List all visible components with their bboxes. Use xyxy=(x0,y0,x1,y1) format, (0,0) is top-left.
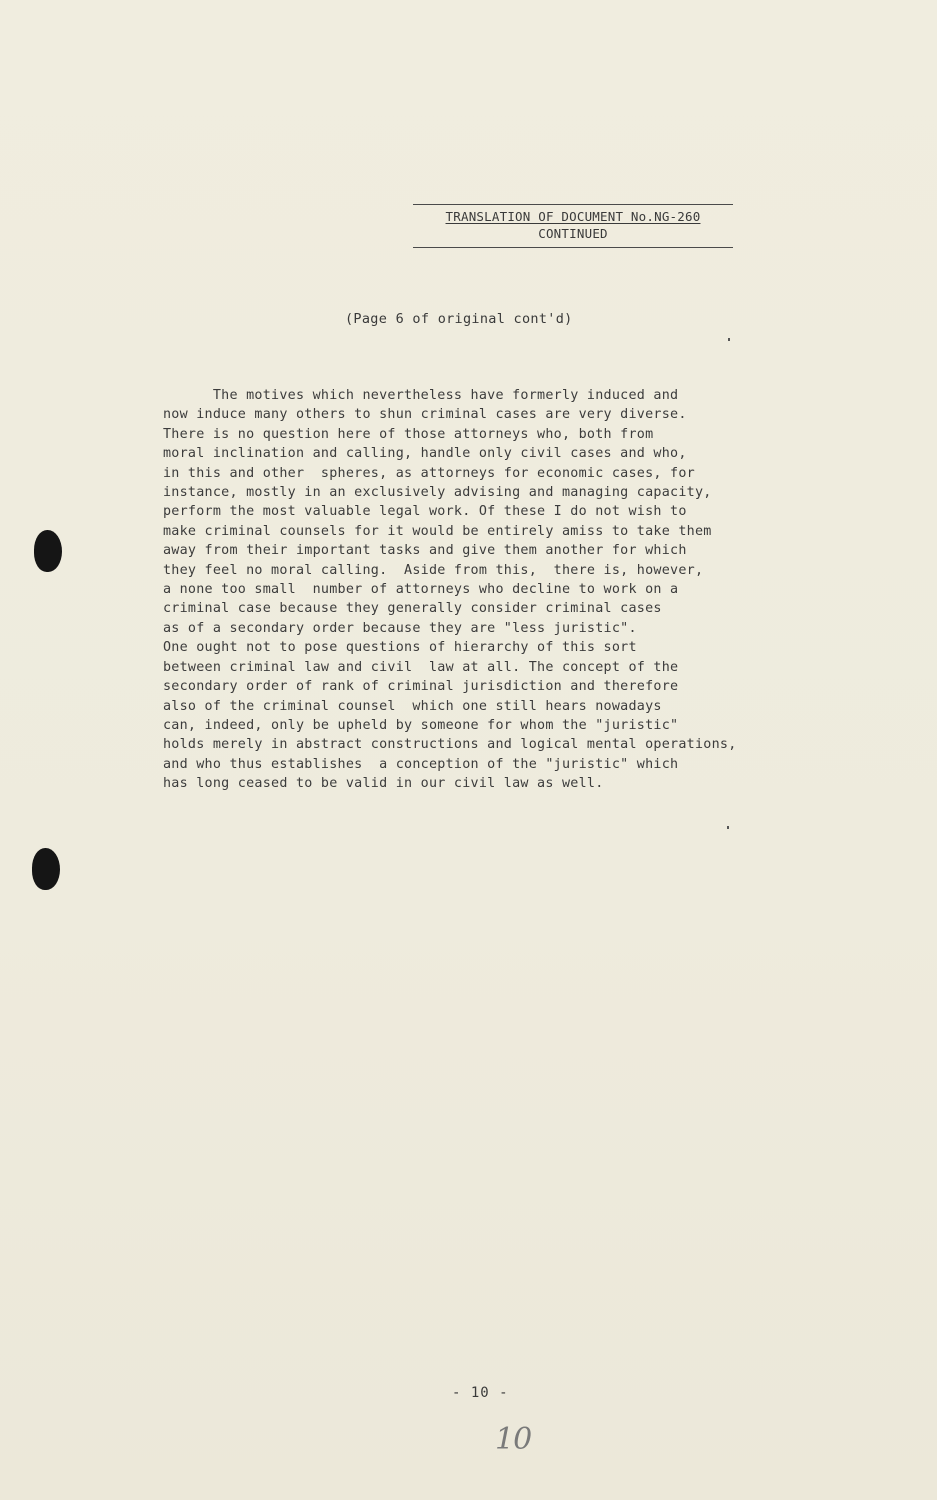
body-line: One ought not to pose questions of hierarchy of this sort xyxy=(163,640,637,656)
body-line: There is no question here of those attorneys who, both from xyxy=(163,426,654,442)
body-line: secondary order of rank of criminal jurisdiction and therefore xyxy=(163,679,679,695)
page-reference: (Page 6 of original cont'd) xyxy=(345,311,573,327)
page-number: - 10 - xyxy=(452,1385,509,1401)
header-top-rule xyxy=(413,204,733,205)
paper-speck xyxy=(728,338,730,341)
punch-hole-bottom xyxy=(32,848,60,890)
body-line: they feel no moral calling. Aside from this, there is, however, xyxy=(163,562,704,578)
punch-hole-top xyxy=(34,530,62,572)
body-line: make criminal counsels for it would be entirely amiss to take them xyxy=(163,523,712,539)
body-line: can, indeed, only be upheld by someone for whom the "juristic" xyxy=(163,717,679,733)
body-paragraph xyxy=(163,386,863,794)
body-line: The motives which nevertheless have formerly induced and xyxy=(163,388,679,403)
document-header xyxy=(413,204,733,248)
body-line: has long ceased to be valid in our civil law as well. xyxy=(163,776,604,792)
body-line: moral inclination and calling, handle only civil cases and who, xyxy=(163,446,687,462)
body-line: a none too small number of attorneys who decline to work on a xyxy=(163,582,679,598)
body-line: as of a secondary order because they are "less juristic". xyxy=(163,620,637,636)
header-title: TRANSLATION OF DOCUMENT No.NG-260 xyxy=(445,209,701,224)
body-line: and who thus establishes a conception of the "juristic" which xyxy=(163,756,679,772)
body-line: away from their important tasks and give them another for which xyxy=(163,543,687,559)
header-subtitle: CONTINUED xyxy=(538,226,608,241)
body-line: holds merely in abstract constructions and logical mental operations, xyxy=(163,737,737,753)
body-line: in this and other spheres, as attorneys for economic cases, for xyxy=(163,465,695,481)
header-bottom-rule xyxy=(413,247,733,248)
body-line: now induce many others to shun criminal cases are very diverse. xyxy=(163,407,687,423)
body-line: between criminal law and civil law at all. The concept of the xyxy=(163,659,679,675)
body-line: instance, mostly in an exclusively advising and managing capacity, xyxy=(163,485,712,501)
body-line: perform the most valuable legal work. Of these I do not wish to xyxy=(163,504,687,520)
paper-speck xyxy=(727,826,729,829)
body-line: also of the criminal counsel which one still hears nowadays xyxy=(163,698,662,714)
handwritten-page-number: 10 xyxy=(495,1422,532,1457)
body-line: criminal case because they generally consider criminal cases xyxy=(163,601,662,617)
